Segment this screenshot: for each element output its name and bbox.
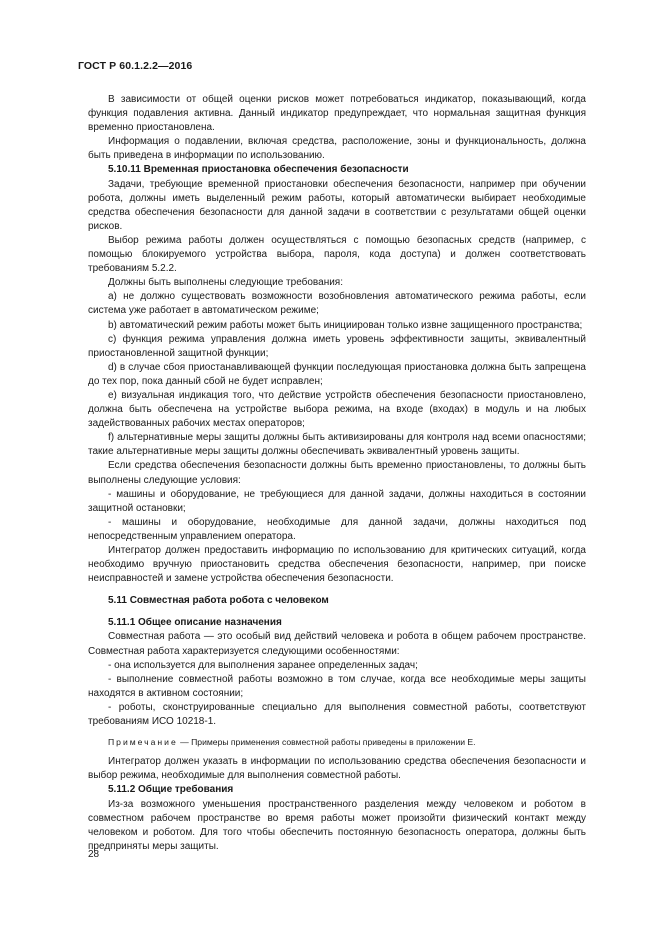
paragraph: В зависимости от общей оценки рисков может потребоваться индикатор, показывающий, когда функция подавления активна. Данный индикатор предупреждает, что нормальная защитная функция временно приостановлена. (88, 94, 586, 134)
list-item: - роботы, сконструированные специально для выполнения совместной работы, соответствуют требованиям ИСО 10218-1. (88, 701, 586, 728)
page-number: 28 (88, 849, 100, 860)
note-text: — Примеры применения совместной работы приведены в приложении Е. (177, 737, 476, 748)
list-item: - она используется для выполнения заранее определенных задач; (108, 659, 418, 671)
paragraph: Интегратор должен указать в информации по использованию средства обеспечения безопасности и выбор режима, необходимые для выполнения совместной работы. (88, 756, 586, 782)
list-item: f) альтернативные меры защиты должны быть активизированы для контроля над всеми опасностями; такие альтернативные меры защиты должны обеспечивать эквивалентный уровень защиты. (88, 432, 586, 458)
paragraph: Выбор режима работы должен осуществляться с помощью безопасных средств (например, с помощью блокируемого устройства выбора, пароля, кода доступа) и должен соответствовать требованиям 5.2.2. (88, 234, 586, 275)
section-heading: 5.11 Совместная работа робота с человеком (108, 595, 329, 607)
list-item: - выполнение совместной работы возможно в том случае, когда все необходимые меры защиты находятся в активном состоянии; (88, 673, 586, 699)
section-heading: 5.10.11 Временная приостановка обеспечения безопасности (108, 164, 409, 176)
paragraph: Задачи, требующие временной приостановки обеспечения безопасности, например при обучении робота, должны иметь выделенный режим работы, который автоматически выбирает необходимые средства обеспечения безопасности для данной задачи в соответствии с результатами общей оценки рисков. (88, 178, 586, 232)
list-item: e) визуальная индикация того, что действие устройств обеспечения безопасности приостановлено, должна быть обеспечена на устройстве выбора режима, на входе (входах) в модуль и на любых задействованных рабочих местах операторов; (88, 389, 586, 430)
document-code-header: ГОСТ Р 60.1.2.2—2016 (78, 60, 193, 72)
note (88, 735, 586, 749)
section-heading: 5.11.2 Общие требования (108, 784, 234, 796)
list-item: - машины и оборудование, необходимые для данной задачи, должны находиться под непосредственным управлением оператора. (88, 516, 586, 542)
paragraph: Если средства обеспечения безопасности должны быть временно приостановлены, то должны быть выполнены следующие условия: (88, 460, 586, 486)
list-item: c) функция режима управления должна иметь уровень эффективности защиты, эквивалентный приостановленной защитной функции; (88, 333, 586, 359)
paragraph: Должны быть выполнены следующие требования: (108, 277, 343, 289)
body-text (88, 93, 586, 854)
list-item: - машины и оборудование, не требующиеся для данной задачи, должны находиться в состоянии защитной остановки; (88, 488, 586, 514)
list-item: a) не должно существовать возможности возобновления автоматического режима работы, если система уже работает в автоматическом режиме; (88, 291, 586, 317)
list-item: b) автоматический режим работы может быть инициирован только извне защищенного пространства; (108, 319, 583, 331)
section-heading: 5.11.1 Общее описание назначения (108, 617, 282, 629)
paragraph: Информация о подавлении, включая средства, расположение, зоны и функциональность, должна быть приведена в информации по использованию. (88, 136, 586, 162)
paragraph: Интегратор должен предоставить информацию по использованию для критических ситуаций, когда необходимо вручную приостановить средства обеспечения безопасности, например, при поиске неисправностей и замене устройства обеспечения безопасности. (88, 545, 586, 585)
list-item: d) в случае сбоя приостанавливающей функции последующая приостановка должна быть запрещена до тех пор, пока данный сбой не будет исправлен; (88, 361, 586, 387)
paragraph: Из-за возможного уменьшения пространственного разделения между человеком и роботом в совместном рабочем пространстве во время работы может произойти физический контакт между человеком и роботом. Для того чтобы обеспечить постоянную безопасность оператора, должны быть предприняты меры защиты. (88, 798, 586, 852)
note-label: Примечание (108, 737, 178, 748)
paragraph: Совместная работа — это особый вид действий человека и робота в общем рабочем пространстве. Совместная работа характеризуется следующими особенностями: (88, 631, 586, 657)
